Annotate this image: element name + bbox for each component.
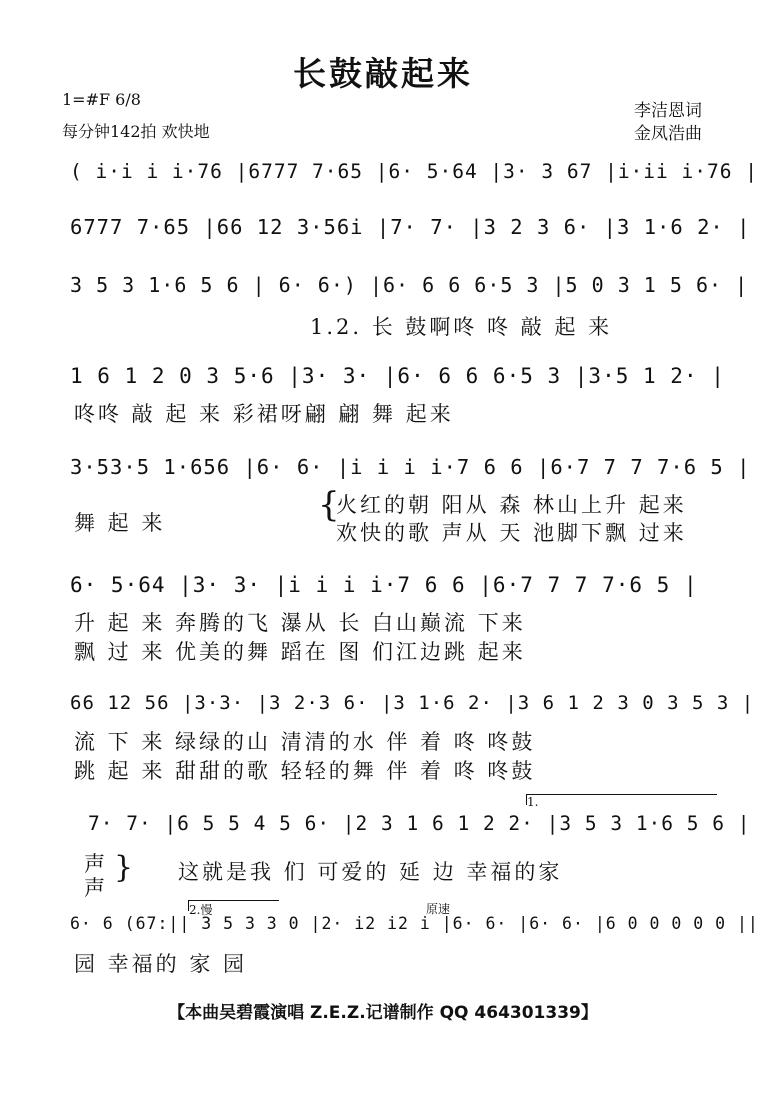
score-row-2	[70, 215, 751, 245]
page-title: 长鼓敲起来	[293, 54, 473, 93]
lyrics-line-2: 飘 过 来 优美的舞 蹈在 图 们江边跳 起来	[74, 640, 526, 664]
notation-line: 1 6 1 2 0 3 5·6 |3· 3· |6· 6 6 6·5 3 |3·5 1 2· |	[70, 364, 725, 388]
score-row-7	[70, 692, 755, 783]
lyrics-line-1: 声	[84, 852, 108, 876]
brace-close: }	[114, 850, 134, 885]
footer-credit: 【本曲吴碧霞演唱 Z.E.Z.记谱制作 QQ 464301339】	[168, 1003, 598, 1023]
lyrics-line-1: 流 下 来 绿绿的山 清清的水 伴 着 咚 咚鼓	[74, 730, 536, 754]
lyrics-line: 1.2. 长 鼓啊咚 咚 敲 起 来	[310, 315, 613, 339]
score-row-1	[70, 160, 758, 190]
score-row-6	[70, 573, 720, 664]
verse-line-1: 火红的朝 阳从 森 林山上升 起来	[336, 493, 687, 517]
notation-line: 7· 7· |6 5 5 4 5 6· |2 3 1 6 1 2 2· |3 5 3 1·6 5 6 |	[88, 812, 751, 835]
lyrics-line: 咚咚 敲 起 来 彩裙呀翩 翩 舞 起来	[74, 402, 454, 426]
notation-line: 6· 5·64 |3· 3· |i i i i·7 6 6 |6·7 7 7 7·6 5 |	[70, 573, 698, 597]
original-tempo-mark: 原速	[426, 902, 451, 916]
score-row-3	[70, 273, 749, 339]
composer: 金凤浩曲	[634, 124, 702, 144]
volta-2: 2.慢	[188, 900, 279, 911]
refrain-lyrics: 这就是我 们 可爱的 延 边 幸福的家	[178, 860, 563, 884]
notation-line: ( i·i i i·76 |6777 7·65 |6· 5·64 |3· 3 67 |i·ii i·76 |	[70, 160, 758, 183]
notation-line: 6777 7·65 |66 12 3·56i |7· 7· |3 2 3 6· |3 1·6 2· |	[70, 215, 751, 239]
tempo-marking: 每分钟142拍 欢快地	[62, 122, 210, 141]
lyrics-line-2: 声	[84, 876, 108, 900]
key-signature: 1=#F 6/8	[62, 90, 141, 109]
notation-line: 66 12 56 |3·3· |3 2·3 6· |3 1·6 2· |3 6 1 2 3 0 3 5 3 |	[70, 692, 755, 714]
notation-line: 6· 6 (67:|| 3 5 3 3 0 |2· i2 i2 i |6· 6· |6· 6· |6 0 0 0 0 0 ||	[70, 914, 759, 933]
brace: {	[318, 485, 340, 525]
notation-line: 3·53·5 1·656 |6· 6· |i i i i·7 6 6 |6·7 7 7 7·6 5 |	[70, 455, 751, 479]
score-row-8	[70, 795, 751, 900]
notation-line: 3 5 3 1·6 5 6 | 6· 6·) |6· 6 6 6·5 3 |5 0 3 1 5 6· |	[70, 273, 749, 297]
lyrics-line: 园 幸福的 家 园	[74, 952, 248, 976]
score-row-9	[70, 902, 759, 976]
lyrics-line: 舞 起 来	[74, 511, 166, 535]
lyrics-line-2: 跳 起 来 甜甜的歌 轻轻的舞 伴 着 咚 咚鼓	[74, 759, 536, 783]
verse-line-2: 欢快的歌 声从 天 池脚下飘 过来	[336, 521, 687, 545]
lyricist: 李洁恩词	[634, 101, 702, 121]
score-row-5	[70, 455, 751, 545]
volta-1: 1.	[526, 794, 717, 805]
lyrics-line-1: 升 起 来 奔腾的飞 瀑从 长 白山巅流 下来	[74, 611, 526, 635]
score-row-4	[70, 364, 725, 426]
